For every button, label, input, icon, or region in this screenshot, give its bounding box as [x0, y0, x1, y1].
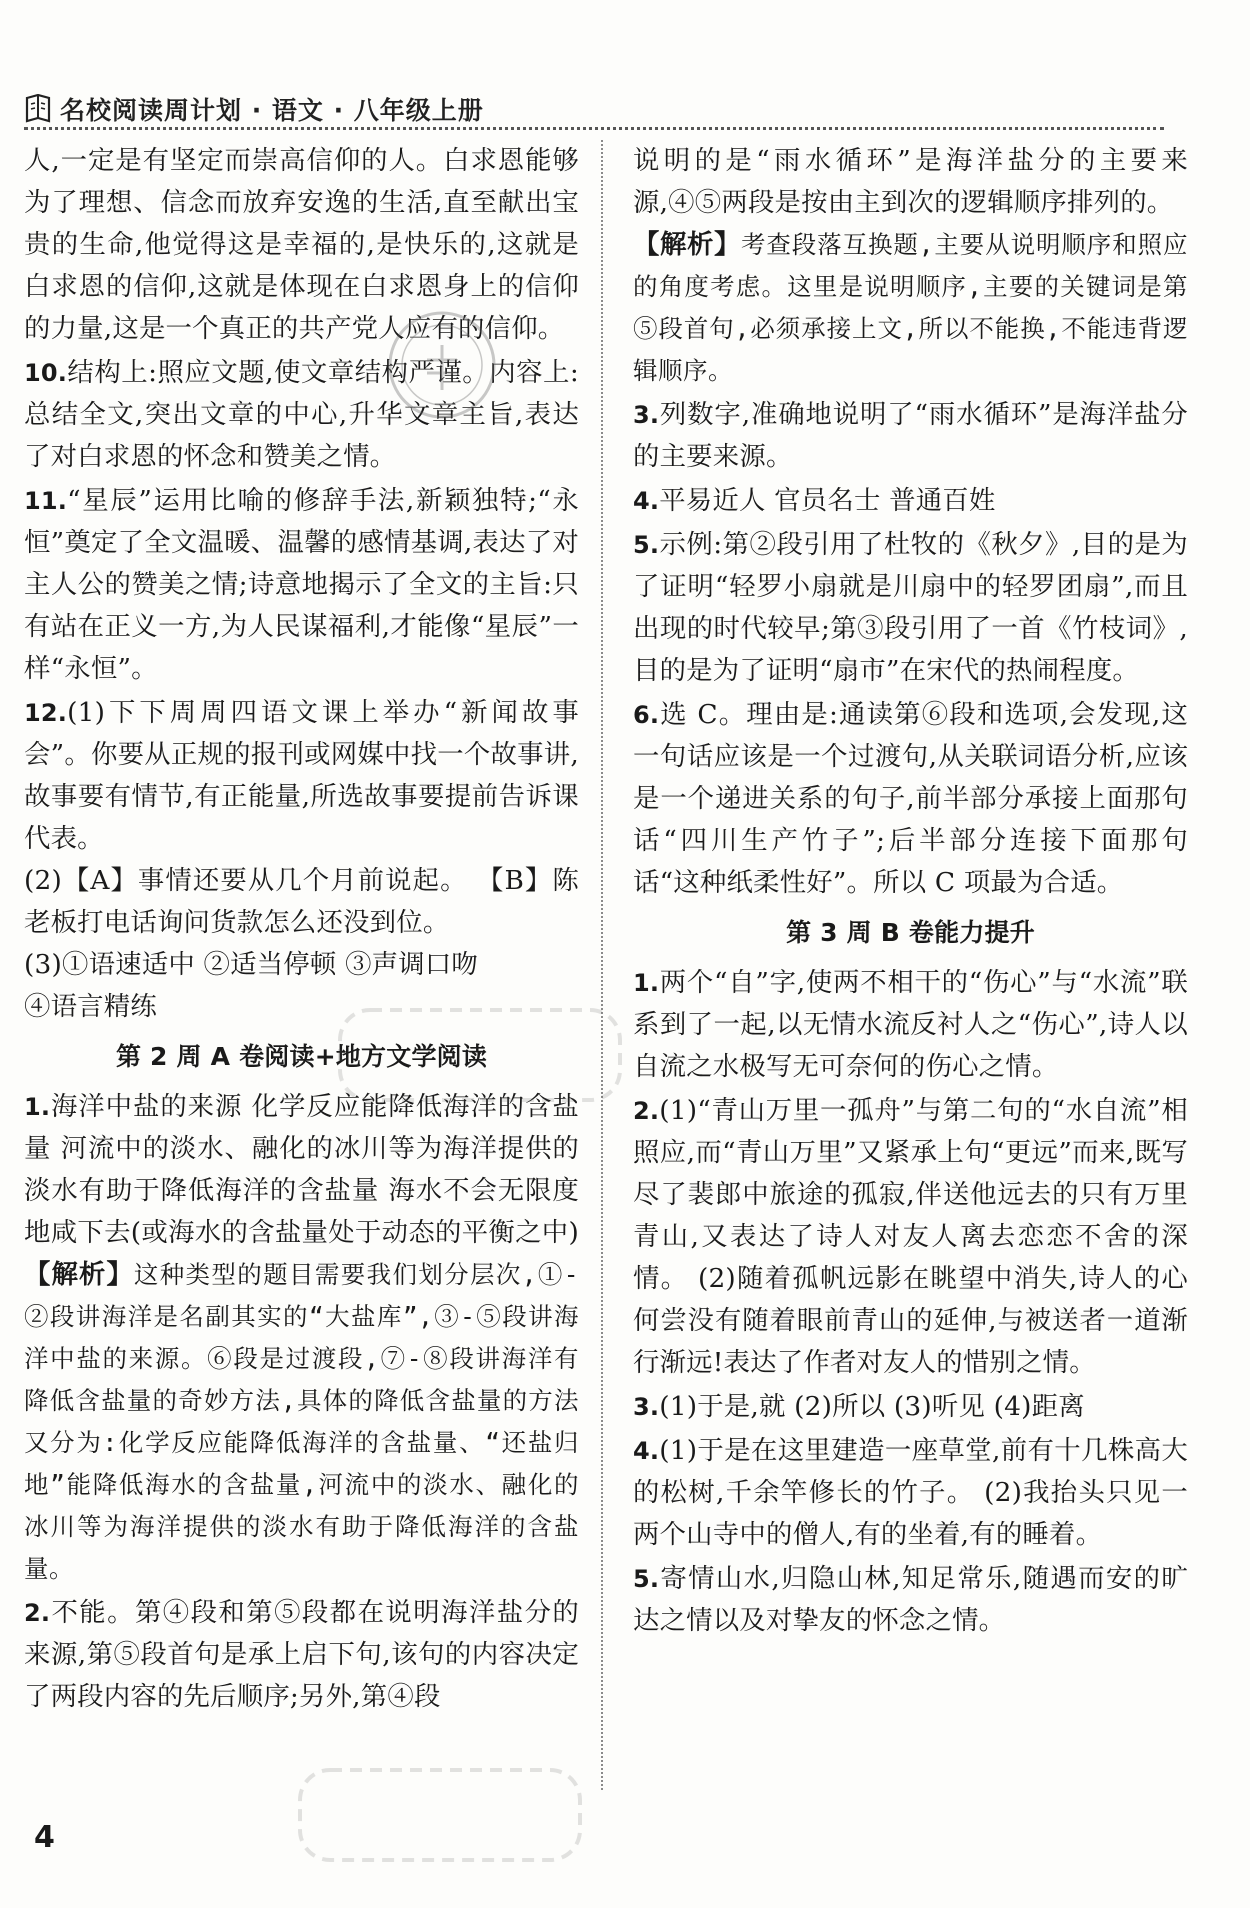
- answer-12-part4: ④语言精练: [24, 991, 157, 1022]
- question-number: 11.: [24, 487, 68, 515]
- answer-text: (1)于是在这里建造一座草堂,前有十几株高大的松树,千余竿修长的竹子。 (2)我抬头只见一两个山寺中的僧人,有的坐着,有的睡着。: [633, 1435, 1188, 1550]
- question-number: 1.: [24, 1093, 51, 1121]
- week-2-heading: 第 2 周 A 卷阅读+地方文学阅读: [115, 1042, 488, 1071]
- week3-answer-1: [633, 962, 1188, 1088]
- question-number: 3.: [633, 401, 660, 429]
- question-number: 10.: [24, 359, 68, 387]
- week2-answer-3: [633, 394, 1188, 478]
- question-number: 1.: [633, 969, 660, 997]
- answer-continuation: 说明的是“雨水循环”是海洋盐分的主要来源,④⑤两段是按由主到次的逻辑顺序排列的。: [633, 145, 1188, 218]
- answer-12-part3: (3)①语速适中 ②适当停顿 ③声调口吻: [24, 949, 479, 980]
- analysis-text: 这种类型的题目需要我们划分层次,①-②段讲海洋是名副其实的“大盐库”,③-⑤段讲海洋中盐的来源。⑥段是过渡段,⑦-⑧段讲海洋有降低含盐量的奇妙方法,具体的降低含盐量的方法又分为:化学反应能降低海洋的含盐量、“还盐归地”能降低海水的含盐量,河流中的淡水、融化的冰川等为海洋提供的淡水有助于降低海洋的含盐量。: [24, 1260, 579, 1583]
- answer-continuation: 人,一定是有坚定而崇高信仰的人。白求恩能够为了理想、信念而放弃安逸的生活,直至献出宝贵的生命,他觉得这是幸福的,是快乐的,这就是白求恩的信仰,这就是体现在白求恩身上的信仰的力量,这是一个真正的共产党人应有的信仰。: [24, 145, 579, 344]
- question-number: 4.: [633, 1437, 660, 1465]
- week2-answer-2: [24, 1592, 579, 1718]
- question-number: 2.: [633, 1097, 660, 1125]
- answer-text: 选 C。理由是:通读第⑥段和选项,会发现,这一句话应该是一个过渡句,从关联词语分析,应该是一个递进关系的句子,前半部分承接上面那句话“四川生产竹子”;后半部分连接下面那句话“这种纸柔性好”。所以 C 项最为合适。: [633, 699, 1188, 898]
- answer-text: 海洋中盐的来源 化学反应能降低海洋的含盐量 河流中的淡水、融化的冰川等为海洋提供的淡水有助于降低海洋的含盐量 海水不会无限度地咸下去(或海水的含盐量处于动态的平衡之中): [24, 1091, 579, 1248]
- right-column: [633, 140, 1188, 1642]
- analysis-tag: 【解析】: [633, 229, 741, 260]
- answer-text: (1)下下周周四语文课上举办“新闻故事会”。你要从正规的报刊或网媒中找一个故事讲,故事要有情节,有正能量,所选故事要提前告诉课代表。: [24, 697, 579, 854]
- week3-answer-3: [633, 1386, 1188, 1428]
- week2-answer-4: [633, 480, 1188, 522]
- week2-answer-6: [633, 694, 1188, 904]
- week2-answer-1: [24, 1086, 579, 1590]
- answer-12: [24, 692, 579, 860]
- answer-text: 示例:第②段引用了杜牧的《秋夕》,目的是为了证明“轻罗小扇就是川扇中的轻罗团扇”,而且出现的时代较早;第③段引用了一首《竹枝词》,目的是为了证明“扇市”在宋代的热闹程度。: [633, 529, 1188, 686]
- question-number: 6.: [633, 701, 660, 729]
- answer-text: 寄情山水,归隐山林,知足常乐,随遇而安的旷达之情以及对挚友的怀念之情。: [633, 1563, 1188, 1636]
- answer-text: 两个“自”字,使两不相干的“伤心”与“水流”联系到了一起,以无情水流反衬人之“伤心”,诗人以自流之水极写无可奈何的伤心之情。: [633, 967, 1188, 1082]
- answer-text: “星辰”运用比喻的修辞手法,新颖独特;“永恒”奠定了全文温暖、温馨的感情基调,表达了对主人公的赞美之情;诗意地揭示了全文的主旨:只有站在正义一方,为人民谋福利,才能像“星辰”一样“永恒”。: [24, 485, 579, 684]
- question-number: 5.: [633, 531, 660, 559]
- question-number: 4.: [633, 487, 660, 515]
- seal-stamp-icon: [382, 305, 502, 425]
- week-3-heading: 第 3 周 B 卷能力提升: [786, 918, 1035, 947]
- header-title: 名校阅读周计划 · 语文 · 八年级上册: [60, 96, 484, 125]
- answer-text: 列数字,准确地说明了“雨水循环”是海洋盐分的主要来源。: [633, 399, 1188, 472]
- week3-answer-4: [633, 1430, 1188, 1556]
- answer-11: [24, 480, 579, 690]
- page-header: [24, 92, 1164, 126]
- header-rule: [24, 127, 1164, 130]
- answer-12-part2: (2)【A】事情还要从几个月前说起。 【B】陈老板打电话询问货款怎么还没到位。: [24, 865, 579, 938]
- analysis-text: 考查段落互换题,主要从说明顺序和照应的角度考虑。这里是说明顺序,主要的关键词是第⑤段首句,必须承接上文,所以不能换,不能违背逻辑顺序。: [633, 230, 1188, 385]
- analysis-tag: 【解析】: [24, 1259, 134, 1290]
- answer-text: 平易近人 官员名士 普通百姓: [659, 485, 996, 516]
- watermark-icon: [290, 1760, 590, 1870]
- watermark-icon: [330, 1000, 630, 1110]
- week3-answer-5: [633, 1558, 1188, 1642]
- week3-answer-2: [633, 1090, 1188, 1384]
- week2-answer-5: [633, 524, 1188, 692]
- answer-text: (1)于是,就 (2)所以 (3)听见 (4)距离: [659, 1391, 1085, 1422]
- question-number: 12.: [24, 699, 68, 727]
- answer-text: (1)“青山万里一孤舟”与第二句的“水自流”相照应,而“青山万里”又紧承上句“更远”而来,既写尽了裴郎中旅途的孤寂,伴送他远去的只有万里青山,又表达了诗人对友人离去恋恋不舍的深情。 (2)随着孤帆远影在眺望中消失,诗人的心何尝没有随着眼前青山的延伸,与被送者一道渐行渐远!表达了作者对友人的惜别之情。: [633, 1095, 1188, 1378]
- answer-text: 不能。第④段和第⑤段都在说明海洋盐分的来源,第⑤段首句是承上启下句,该句的内容决定了两段内容的先后顺序;另外,第④段: [24, 1597, 579, 1712]
- analysis-paragraph: [633, 224, 1188, 392]
- column-divider: [601, 140, 603, 1790]
- answer-text: 结构上:照应文题,使文章结构严谨。内容上:总结全文,突出文章的中心,升华文章主旨,表达了对白求恩的怀念和赞美之情。: [24, 357, 579, 472]
- question-number: 2.: [24, 1599, 51, 1627]
- question-number: 5.: [633, 1565, 660, 1593]
- question-number: 3.: [633, 1393, 660, 1421]
- book-logo-icon: [24, 94, 52, 124]
- page-number: 4: [34, 1820, 55, 1855]
